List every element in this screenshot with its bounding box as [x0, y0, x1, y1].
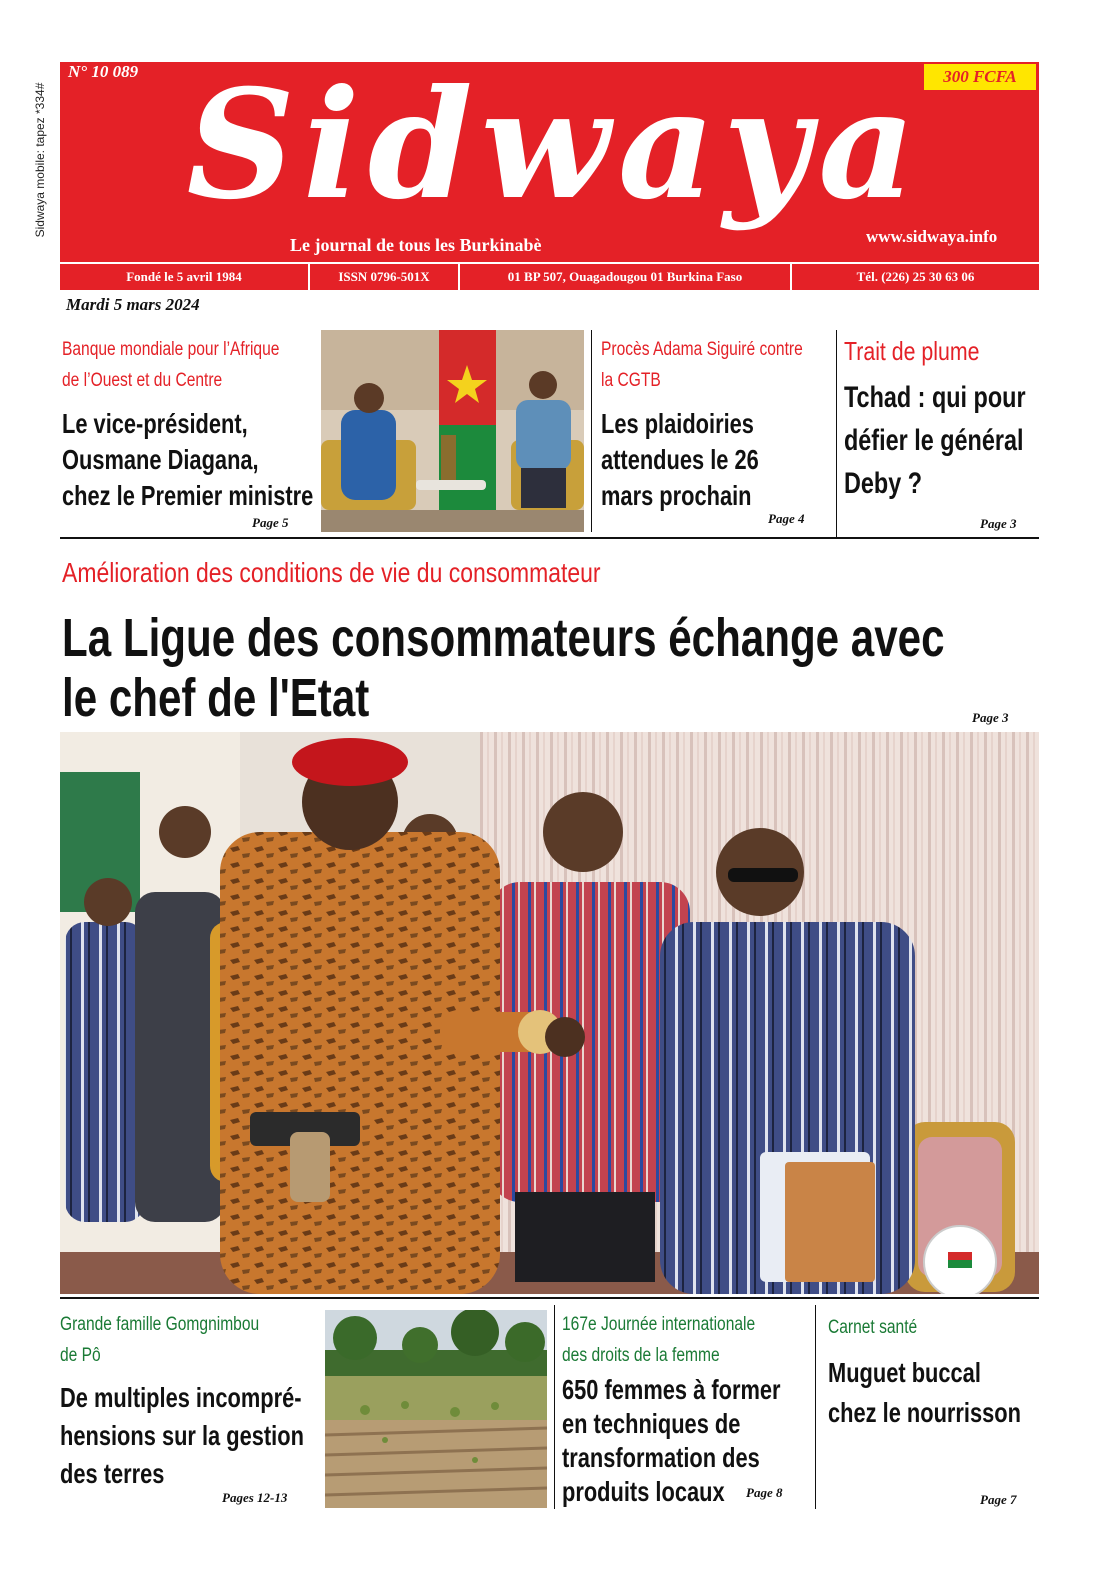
section-rule: [60, 537, 1039, 539]
story-3-page: Page 3: [980, 516, 1017, 531]
price-badge: 300 FCFA: [924, 64, 1036, 90]
story-1-kicker: Banque mondiale pour l’Afrique de l’Ouest et du Centre: [62, 339, 280, 391]
issue-number: N° 10 089: [68, 62, 139, 81]
lead-photo-image: [60, 732, 1039, 1294]
side-promo-text: Sidwaya mobile: tapez *334#: [33, 82, 47, 238]
photo-vice-president-meeting-image: [321, 330, 584, 532]
story-3-kicker: Trait de plume: [844, 336, 980, 366]
story-1-headline[interactable]: Le vice-président, Ousmane Diagana, chez le Premier ministre: [62, 408, 314, 511]
photo-farmland: [325, 1310, 547, 1508]
divider: [815, 1305, 816, 1509]
story-4-headline[interactable]: De multiples incompré- hensions sur la gestion des terres: [60, 1382, 304, 1489]
story-5-page: Page 8: [746, 1485, 783, 1500]
story-3-headline[interactable]: Tchad : qui pour défier le général Deby ?: [844, 381, 1026, 500]
phone: Tél. (226) 25 30 63 06: [790, 264, 1039, 290]
section-rule: [60, 1297, 1039, 1299]
lead-kicker: Amélioration des conditions de vie du consommateur: [62, 557, 601, 588]
story-2-kicker: Procès Adama Siguiré contre la CGTB: [601, 339, 803, 391]
story-6-kicker: Carnet santé: [828, 1317, 918, 1338]
divider: [836, 330, 837, 537]
website-link[interactable]: www.sidwaya.info: [866, 227, 998, 246]
lead-headline[interactable]: La Ligue des consommateurs échange avec le chef de l'Etat: [62, 608, 945, 728]
newspaper-logo: Sidwaya: [186, 57, 924, 233]
story-2-headline[interactable]: Les plaidoiries attendues le 26 mars prochain: [601, 408, 759, 511]
lead-photo: [60, 732, 1039, 1294]
info-bar: [60, 264, 1039, 290]
tagline: Le journal de tous les Burkinabè: [290, 235, 542, 255]
founded-date: Fondé le 5 avril 1984: [126, 269, 242, 284]
story-5-kicker: 167e Journée internationale des droits de la femme: [562, 1314, 756, 1366]
story-6-page: Page 7: [980, 1492, 1017, 1507]
issn: ISSN 0796-501X: [308, 264, 458, 290]
story-6-headline[interactable]: Muguet buccal chez le nourrisson: [828, 1357, 1021, 1428]
divider: [554, 1305, 555, 1509]
story-4-page: Pages 12-13: [222, 1490, 288, 1505]
story-5-headline[interactable]: 650 femmes à former en techniques de transformation des produits locaux: [562, 1374, 781, 1507]
story-4-kicker: Grande famille Gomgnimbou de Pô: [60, 1314, 260, 1366]
photo-vice-president-meeting: [321, 330, 584, 532]
story-2-page: Page 4: [768, 511, 805, 526]
lead-page: Page 3: [972, 710, 1009, 725]
postal-address: 01 BP 507, Ouagadougou 01 Burkina Faso: [458, 264, 790, 290]
photo-farmland-image: [325, 1310, 547, 1508]
divider: [591, 330, 592, 532]
issue-date: Mardi 5 mars 2024: [66, 295, 200, 314]
story-1-page: Page 5: [252, 515, 289, 530]
